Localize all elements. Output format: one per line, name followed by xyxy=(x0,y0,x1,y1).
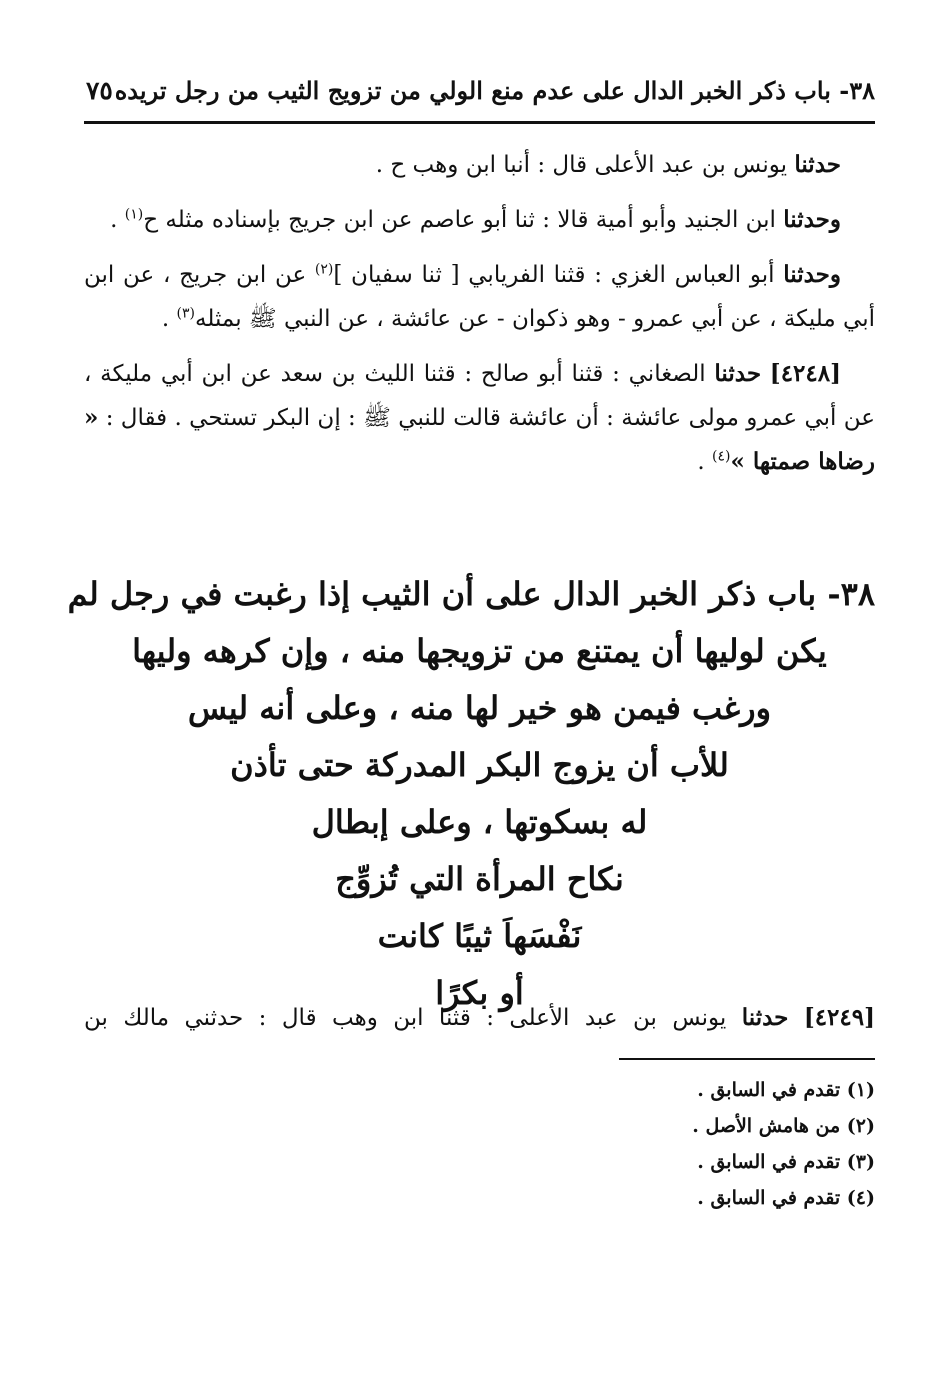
hadith-quote: « رضاها صمتها » xyxy=(84,404,875,475)
chapter-heading-line: يكن لوليها أن يمتنع من تزويجها منه ، وإن كرهه وليها xyxy=(132,632,827,670)
chapter-heading-line: له بسكوتها ، وعلى إبطال xyxy=(311,803,648,841)
paragraph-text: يونس بن عبد الأعلى : قثنا ابن وهب قال : حدثني مالك بن xyxy=(84,1005,742,1031)
footnote-1: (١) تقدم في السابق . xyxy=(697,1079,875,1101)
paragraph-text: يونس بن عبد الأعلى قال : أنبا ابن وهب ح . xyxy=(375,152,795,178)
footnote-rule xyxy=(619,1058,875,1060)
hadith-4248 xyxy=(84,352,875,484)
footnotes xyxy=(375,1072,875,1216)
footnote-marker: (٤) xyxy=(711,448,731,465)
running-title: ٣٨- باب ذكر الخبر الدال على عدم منع الولي من تزويج الثيب من رجل تريده xyxy=(114,75,875,105)
narration-keyword: وحدثنا xyxy=(783,206,841,233)
chapter-heading-line: أو بكرًا xyxy=(435,974,524,1012)
narration-keyword: حدثنا xyxy=(741,1004,789,1031)
hadith-4249 xyxy=(84,996,875,1040)
chapter-heading xyxy=(67,566,875,1022)
header-rule xyxy=(84,121,875,124)
paragraph-tail: . xyxy=(110,207,125,233)
paragraph-text: عن ابن جريج ، عن ابن أبي مليكة ، عن أبي عمرو - وهو ذكوان - عن عائشة ، عن النبي ﷺ بمثله xyxy=(84,262,875,332)
paragraph-text: ابن الجنيد وأبو أمية قالا : ثنا أبو عاصم عن ابن جريج بإسناده مثله ح xyxy=(143,207,784,233)
paragraph-tail: . xyxy=(161,306,177,332)
paragraph-isnad-1 xyxy=(84,143,875,187)
hadith-number: [٤٢٤٨] xyxy=(769,360,841,387)
paragraph-isnad-3 xyxy=(84,253,875,341)
paragraph-text: أبو العباس الغزي : قثنا الفريابي [ ثنا سفيان ] xyxy=(333,262,784,288)
footnote-marker: (١) xyxy=(124,206,144,223)
footnote-marker: (٢) xyxy=(314,261,334,278)
page-header xyxy=(80,70,875,110)
chapter-heading-line: ٣٨- باب ذكر الخبر الدال على أن الثيب إذا رغبت في رجل لم xyxy=(67,575,875,613)
footnote-3: (٣) تقدم في السابق . xyxy=(697,1151,875,1173)
paragraph-isnad-2 xyxy=(84,198,875,242)
hadith-number: [٤٢٤٩] xyxy=(803,1004,876,1031)
narration-keyword: وحدثنا xyxy=(783,261,841,288)
main-text xyxy=(84,143,875,495)
narration-keyword: حدثنا xyxy=(794,151,841,178)
paragraph-text: الصغاني : قثنا أبو صالح : قثنا الليث بن سعد عن ابن أبي مليكة ، عن أبي عمرو مولى عائشة : أن عائشة قالت للنبي ﷺ : إن البكر تستحي . فقال : xyxy=(84,361,875,431)
chapter-heading-line: ورغب فيمن هو خير لها منه ، وعلى أنه ليس xyxy=(187,689,772,727)
chapter-heading-line: للأب أن يزوج البكر المدركة حتى تأذن xyxy=(230,746,729,784)
footnote-4: (٤) تقدم في السابق . xyxy=(697,1187,875,1209)
page-number: ٧٥ xyxy=(86,75,113,105)
chapter-heading-line: نكاح المرأة التي تُزوِّج xyxy=(335,860,624,898)
footnote-2: (٢) من هامش الأصل . xyxy=(692,1115,875,1137)
chapter-heading-line: نَفْسَهاَ ثيبًا كانت xyxy=(377,917,582,955)
paragraph-tail: . xyxy=(697,449,712,475)
footnote-marker: (٣) xyxy=(176,305,196,322)
narration-keyword: حدثنا xyxy=(714,360,762,387)
